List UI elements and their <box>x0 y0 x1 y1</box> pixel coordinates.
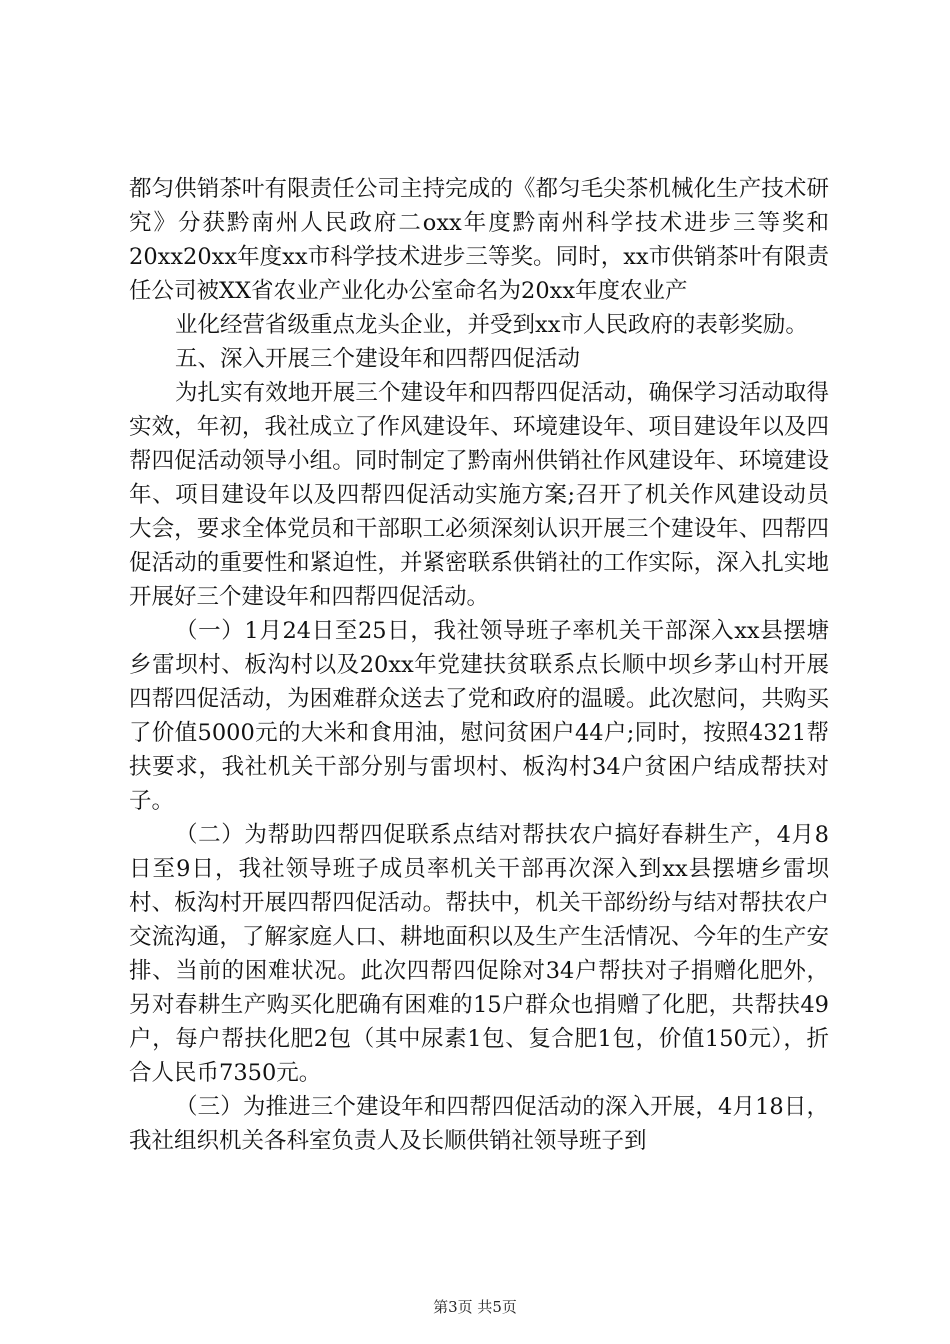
page-footer: 第3页 共5页 <box>433 1298 517 1316</box>
paragraph-item-two: （二）为帮助四帮四促联系点结对帮扶农户搞好春耕生产，4月8日至9日，我社领导班子成员率机关干部再次深入到xx县摆塘乡雷坝村、板沟村开展四帮四促活动。帮扶中，机关干部纷纷与结对帮扶农户交流沟通，了解家庭人口、耕地面积以及生产生活情况、今年的生产安排、当前的困难状况。此次四帮四促除对34户帮扶对子捐赠化肥外，另对春耕生产购买化肥确有困难的15户群众也捐赠了化肥，共帮扶49户，每户帮扶化肥2包（其中尿素1包、复合肥1包，价值150元），折合人民币7350元。 <box>129 822 829 1086</box>
paragraph-item-three: （三）为推进三个建设年和四帮四促活动的深入开展，4月18日，我社组织机关各科室负责人及长顺供销社领导班子到 <box>129 1094 829 1154</box>
paragraph-award-continued: 业化经营省级重点龙头企业，并受到xx市人民政府的表彰奖励。 <box>175 312 808 338</box>
paragraph-activity-overview: 为扎实有效地开展三个建设年和四帮四促活动，确保学习活动取得实效，年初，我社成立了作风建设年、环境建设年、项目建设年以及四帮四促活动领导小组。同时制定了黔南州供销社作风建设年、环境建设年、项目建设年以及四帮四促活动实施方案;召开了机关作风建设动员大会，要求全体党员和干部职工必须深刻认识开展三个建设年、四帮四促活动的重要性和紧迫性，并紧密联系供销社的工作实际，深入扎实地开展好三个建设年和四帮四促活动。 <box>129 380 829 610</box>
section-heading-five: 五、深入开展三个建设年和四帮四促活动 <box>175 346 581 372</box>
document-body <box>129 172 829 1158</box>
paragraph-item-one: （一）1月24日至25日，我社领导班子率机关干部深入xx县摆塘乡雷坝村、板沟村以及20xx年党建扶贫联系点长顺中坝乡茅山村开展四帮四促活动，为困难群众送去了党和政府的温暖。此次慰问，共购买了价值5000元的大米和食用油，慰问贫困户44户;同时，按照4321帮扶要求，我社机关干部分别与雷坝村、板沟村34户贫困户结成帮扶对子。 <box>129 618 829 814</box>
paragraph-award: 都匀供销茶叶有限责任公司主持完成的《都匀毛尖茶机械化生产技术研究》分获黔南州人民政府二oxx年度黔南州科学技术进步三等奖和20xx20xx年度xx市科学技术进步三等奖。同时，xx市供销茶叶有限责任公司被XX省农业产业化办公室命名为20xx年度农业产 <box>129 176 829 304</box>
